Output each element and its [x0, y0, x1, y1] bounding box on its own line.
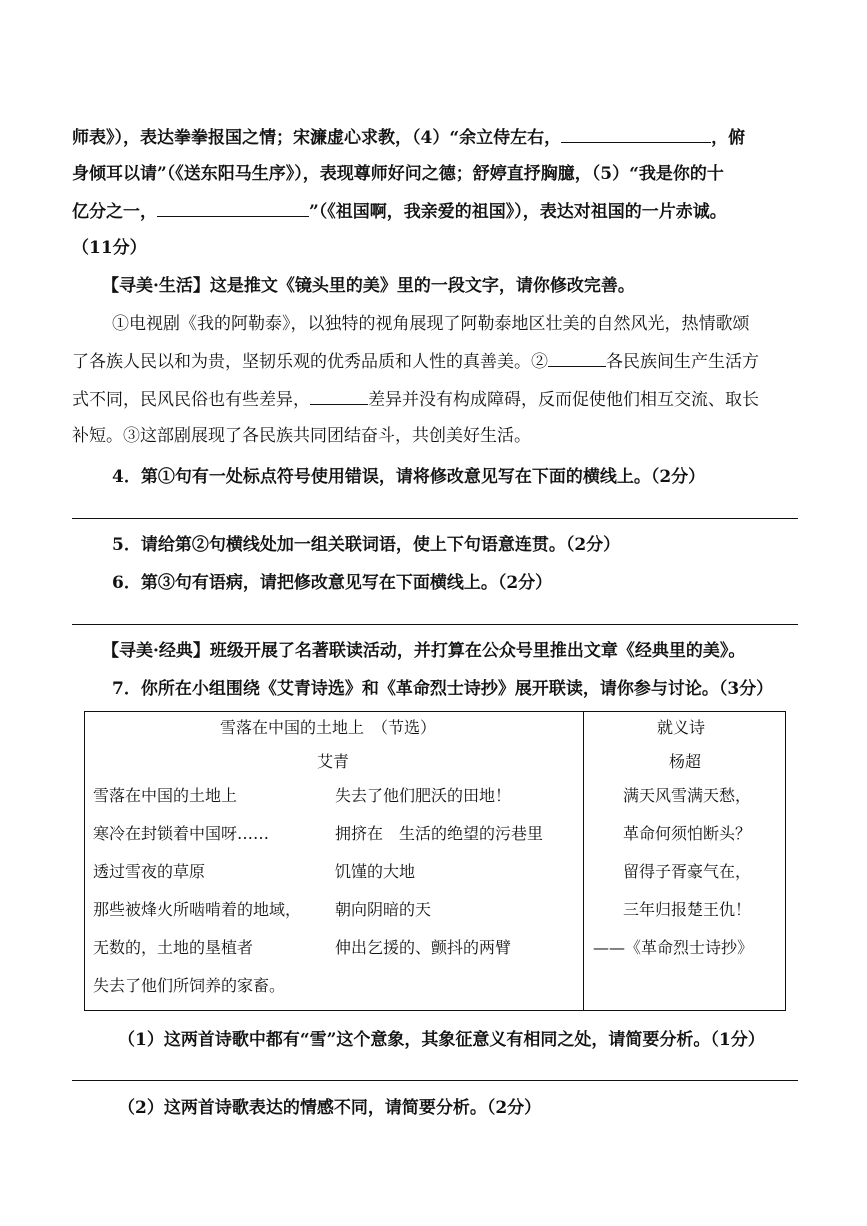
left-poem-line: 失去了他们肥沃的田地！: [335, 786, 512, 805]
right-poem-line: 革命何须怕断头？: [623, 824, 752, 843]
left-poem-title: 雪落在中国的土地上 （节选）: [220, 718, 437, 737]
left-poem-line: 拥挤在 生活的绝望的污巷里: [335, 824, 544, 843]
left-poem-line: 那些被烽火所啮啃着的地域，: [93, 900, 302, 919]
answer-blank-4[interactable]: [561, 126, 711, 143]
left-poem-line: 饥馑的大地: [335, 862, 416, 881]
left-poem-author: 艾青: [317, 752, 350, 771]
right-poem-author: 杨超: [669, 752, 702, 771]
right-poem-source: ——《革命烈士诗抄》: [593, 938, 754, 957]
answer-line-q6[interactable]: [72, 624, 798, 625]
intro-line-3: [72, 200, 727, 223]
intro-line-2: 身倾耳以请”（《送东阳马生序》），表现尊师好问之德；舒婷直抒胸臆，（5）“我是你的十: [72, 164, 724, 184]
question-4: 4．第①句有一处标点符号使用错误，请将修改意见写在下面的横线上。（2分）: [112, 467, 706, 487]
answer-line-sub1[interactable]: [72, 1080, 798, 1081]
question-5: 5．请给第②句横线处加一组关联词语，使上下句语意连贯。（2分）: [112, 535, 621, 555]
intro-text: ，俯: [711, 128, 746, 148]
life-text: 各民族间生产生活方: [606, 352, 759, 372]
table-divider: [583, 712, 584, 1010]
right-poem-line: 三年归报楚王仇！: [623, 900, 752, 919]
question-7: 7．你所在小组围绕《艾青诗选》和《革命烈士诗抄》展开联读，请你参与讨论。（3分）: [112, 679, 774, 699]
poem-table: [84, 711, 786, 1011]
conjunction-blank-1[interactable]: [548, 350, 606, 367]
left-poem-line: 寒冷在封锁着中国呀……: [93, 824, 270, 843]
intro-text: 亿分之一，: [72, 202, 157, 222]
answer-blank-5[interactable]: [157, 200, 309, 217]
right-poem-line: 留得子胥豪气在，: [623, 862, 752, 881]
left-poem-line: 朝向阴暗的天: [335, 900, 432, 919]
intro-score: （11分）: [72, 238, 147, 258]
subquestion-1: （1）这两首诗歌中都有“雪”这个意象，其象征意义有相同之处，请简要分析。（1分）: [118, 1030, 765, 1050]
right-poem-title: 就义诗: [657, 718, 706, 737]
left-poem-line: 雪落在中国的土地上: [93, 786, 238, 805]
life-paragraph-line-1: ①电视剧《我的阿勒泰》，以独特的视角展现了阿勒泰地区壮美的自然风光，热情歌颂: [112, 314, 750, 334]
life-paragraph-line-3: [72, 388, 759, 411]
life-text: 差异并没有构成障碍，反而促使他们相互交流、取长: [368, 390, 759, 410]
subquestion-2: （2）这两首诗歌表达的情感不同，请简要分析。（2分）: [118, 1098, 542, 1118]
section-life-heading: 【寻美·生活】这是推文《镜头里的美》里的一段文字，请你修改完善。: [102, 276, 635, 296]
right-poem-line: 满天风雪满天愁，: [623, 786, 752, 805]
intro-text: ”（《祖国啊，我亲爱的祖国》），表达对祖国的一片赤诚。: [309, 202, 727, 222]
life-text: 了各族人民以和为贵，坚韧乐观的优秀品质和人性的真善美。②: [72, 352, 548, 372]
conjunction-blank-2[interactable]: [310, 388, 368, 405]
intro-text: 师表》），表达拳拳报国之情；宋濂虚心求教，（4）“余立侍左右，: [72, 128, 562, 148]
life-paragraph-line-2: [72, 350, 759, 373]
left-poem-line: 失去了他们所饲养的家畜。: [93, 976, 286, 995]
left-poem-line: 无数的，土地的垦植者: [93, 938, 254, 957]
life-text: 式不同，民风民俗也有些差异，: [72, 390, 310, 410]
left-poem-line: 伸出乞援的、颤抖的两臂: [335, 938, 512, 957]
question-6: 6．第③句有语病，请把修改意见写在下面横线上。（2分）: [112, 573, 553, 593]
intro-line-1: [72, 126, 745, 149]
section-classic-heading: 【寻美·经典】班级开展了名著联读活动，并打算在公众号里推出文章《经典里的美》。: [102, 641, 746, 661]
life-paragraph-line-4: 补短。③这部剧展现了各民族共同团结奋斗，共创美好生活。: [72, 426, 531, 446]
left-poem-line: 透过雪夜的草原: [93, 862, 206, 881]
answer-line-q4[interactable]: [72, 518, 798, 519]
